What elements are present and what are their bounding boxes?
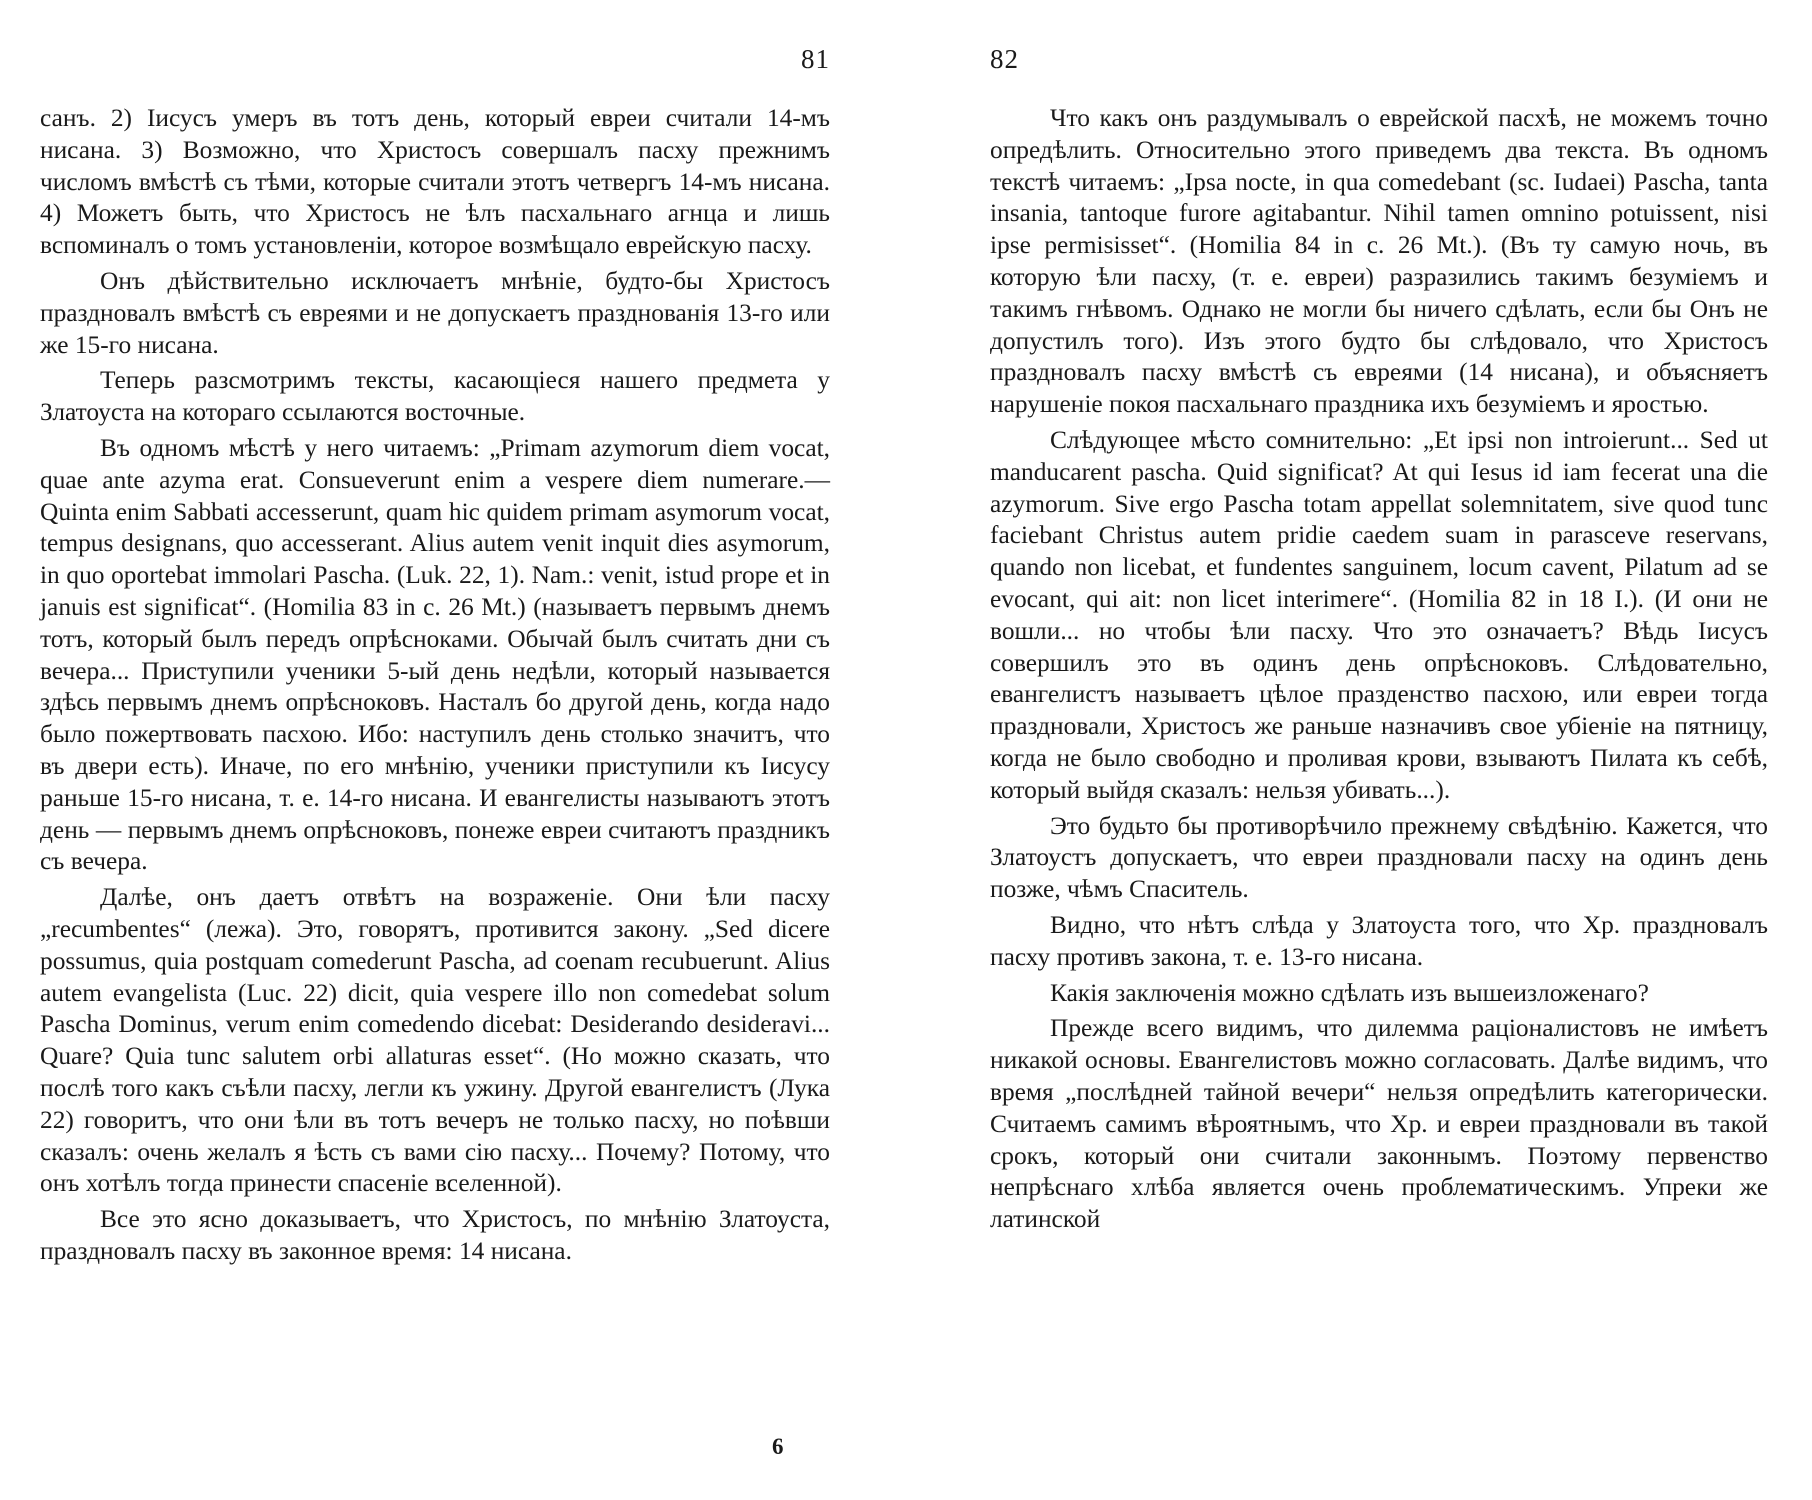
paragraph: Все это ясно доказываетъ, что Христосъ, по мнѣнію Златоуста, праздновалъ пасху въ законное время: 14 нисана.: [40, 1205, 830, 1265]
right-page-text: [990, 103, 1768, 1240]
left-page-text: [40, 103, 830, 1272]
paragraph: Далѣе, онъ даетъ отвѣтъ на возраженіе. Они ѣли пасху „recumbentes“ (лежа). Это, говорятъ, противится закону. „Sed dicere possumus, quia postquam comederunt Pascha, ad coenam recubuerunt. Alius autem evangelista (Luc. 22) dicit, quia vespere illo non comedebat solum Pascha Dominus, verum enim comedendo dicebat: Desiderando desideravi... Quare? Quia tunc salutem orbi allaturas esset“. (Но можно сказать, что послѣ того какъ съѣли пасху, легли къ ужину. Другой евангелистъ (Лука 22) говоритъ, что они ѣли въ тотъ вечеръ не только пасху, но поѣвши сказалъ: очень желалъ я ѣсть съ вами сію пасху... Почему? Потому, что онъ хотѣлъ тогда принести спасеніе вселенной).: [40, 883, 830, 1198]
right-page: [990, 0, 1768, 1500]
left-page: [40, 0, 830, 1500]
paragraph: Теперь разсмотримъ тексты, касающіеся нашего предмета у Златоуста на котораго ссылаются восточные.: [40, 366, 830, 427]
signature-mark: 6: [772, 1434, 784, 1459]
paragraph: Въ одномъ мѣстѣ у него читаемъ: „Primam azymorum diem vocat, quae ante azyma erat. Consueverunt enim a vespere diem numerare.— Quinta enim Sabbati accesserunt, quam hic quidem primam asymorum vocat, tempus designans, quo accesserant. Alius autem venit inquit dies asymorum, in quo oportebat immolari Pascha. (Luk. 22, 1). Nam.: venit, istud prope et in januis est significat“. (Homilia 83 in c. 26 Mt.) (называетъ первымъ днемъ тотъ, который былъ передъ опрѣсноками. Обычай былъ считать дни съ вечера... Приступили ученики 5-ый день недѣли, который называется здѣсь первымъ днемъ опрѣсноковъ. Насталъ бо другой день, когда надо было пожертвовать пасхою. Ибо: наступилъ день столько значитъ, что въ двери есть). Иначе, по его мнѣнію, ученики приступили къ Іисусу раньше 15-го нисана, т. е. 14-го нисана. И евангелисты называютъ этотъ день — первымъ днемъ опрѣсноковъ, понеже евреи считаютъ праздникъ съ вечера.: [40, 433, 830, 876]
paragraph: Это будьто бы противорѣчило прежнему свѣдѣнію. Кажется, что Златоустъ допускаетъ, что евреи праздновали пасху на одинъ день позже, чѣмъ Спаситель.: [990, 811, 1768, 904]
page-number-81: 81: [801, 44, 830, 74]
page-number-82: 82: [990, 44, 1019, 74]
paragraph: Что какъ онъ раздумывалъ о еврейской пасхѣ, не можемъ точно опредѣлить. Относительно этого приведемъ два текста. Въ одномъ текстѣ читаемъ: „Ipsa nocte, in qua comedebant (sc. Iudaei) Pascha, tanta insania, tantoque furore agitabantur. Nihil tamen omnino potuissent, nisi ipse permisisset“. (Homilia 84 in c. 26 Mt.). (Въ ту самую ночь, въ которую ѣли пасху, (т. е. евреи) разразились такимъ безуміемъ и такимъ гнѣвомъ. Однако не могли бы ничего сдѣлать, если бы Онъ не допустилъ того). Изъ этого будто бы слѣдовало, что Христосъ праздновалъ пасху вмѣстѣ съ евреями (14 нисана), и объясняетъ нарушеніе покоя пасхальнаго праздника ихъ безуміемъ и яростью.: [990, 104, 1768, 419]
paragraph: Какія заключенія можно сдѣлать изъ вышеизложенаго?: [1050, 978, 1649, 1007]
paragraph: Прежде всего видимъ, что дилемма раціоналистовъ не имѣетъ никакой основы. Евангелистовъ можно согласовать. Далѣе видимъ, что время „послѣдней тайной вечери“ нельзя опредѣлить категорически. Считаемъ самимъ вѣроятнымъ, что Хр. и евреи праздновали въ такой срокъ, который они считали законнымъ. Поэтому первенство непрѣснаго хлѣба является очень проблематическимъ. Упреки же латинской: [990, 1014, 1768, 1234]
paragraph: санъ. 2) Іисусъ умеръ въ тотъ день, который евреи считали 14-мъ нисана. 3) Возможно, что Христосъ совершалъ пасху прежнимъ числомъ вмѣстѣ съ тѣми, которые считали этотъ четвергъ 14-мъ нисана. 4) Можетъ быть, что Христосъ не ѣлъ пасхальнаго агнца и лишь вспоминалъ о томъ установленіи, которое возмѣщало еврейскую пасху.: [40, 104, 830, 260]
paragraph: Слѣдующее мѣсто сомнительно: „Et ipsi non introierunt... Sed ut manducarent pascha. Quid significat? At qui Iesus id iam fecerat una die azymorum. Sive ergo Pascha totam appellat solemnitatem, sive quod tunc faciebant Christus autem pridie caedem suam in parasceve reservans, quando non licebat, et fundentes sanguinem, locum cavent, Pilatum ad se evocant, qui ait: non licet interimere“. (Homilia 82 in 18 I.). (И они не вошли... но чтобы ѣли пасху. Что это означаетъ? Вѣдь Іисусъ совершилъ это въ одинъ день опрѣсноковъ. Слѣдовательно, евангелистъ называетъ цѣлое празденство пасхою, или евреи тогда праздновали, Христосъ же раньше назначивъ свое убіеніе на пятницу, когда не было свободно и проливая крови, взываютъ Пилата къ себѣ, который выйдя сказалъ: нельзя убивать...).: [990, 425, 1768, 804]
paragraph: Видно, что нѣтъ слѣда у Златоуста того, что Хр. праздновалъ пасху противъ закона, т. е. 13-го нисана.: [990, 910, 1768, 971]
paragraph: Онъ дѣйствительно исключаетъ мнѣніе, будто-бы Христосъ праздновалъ вмѣстѣ съ евреями и не допускаетъ празднованія 13-го или же 15-го нисана.: [40, 266, 830, 359]
